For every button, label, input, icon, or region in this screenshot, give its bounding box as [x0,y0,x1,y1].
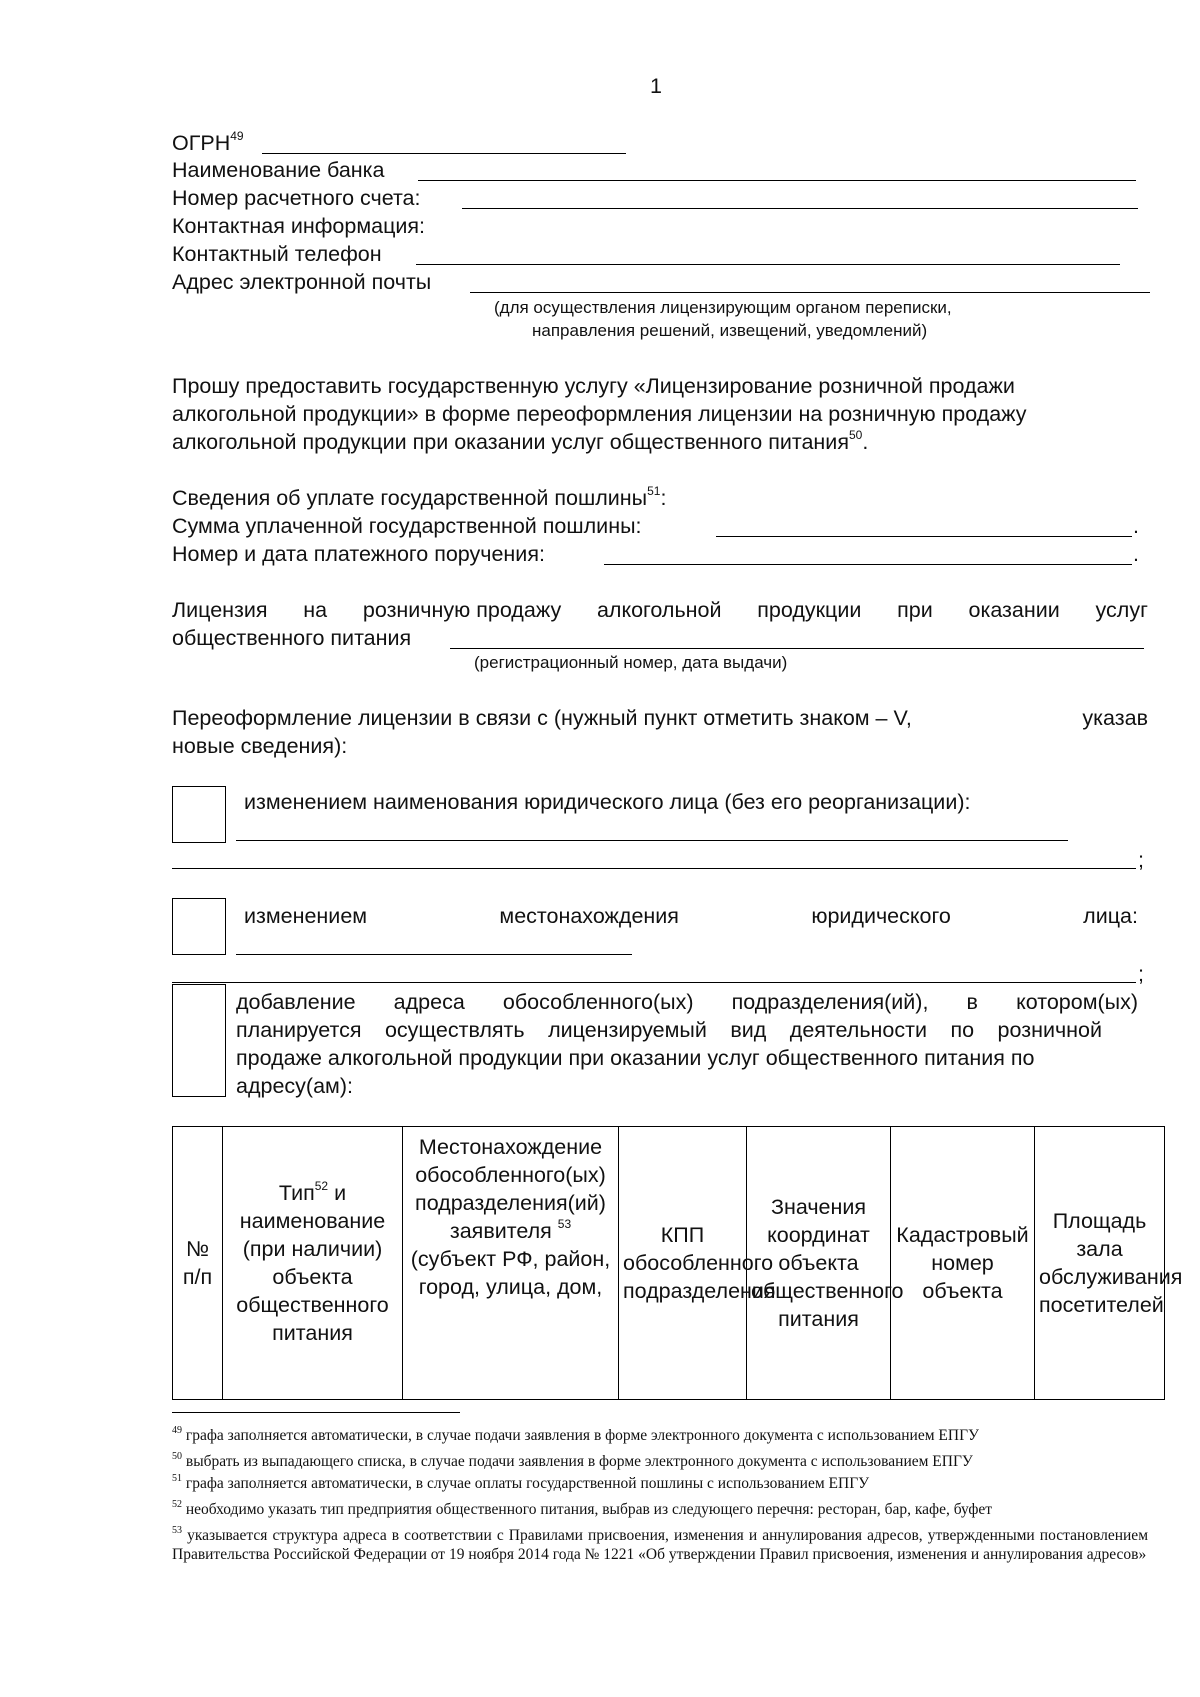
fee-sum-field[interactable] [716,536,1132,537]
fee-sum-period: . [1133,514,1139,538]
table-header-row [173,1127,1165,1400]
phone-field[interactable] [416,264,1120,265]
payment-order-label: Номер и дата платежного поручения: [172,542,545,566]
option-1-field-line-1[interactable] [236,840,1068,841]
bank-field[interactable] [418,180,1136,181]
option-3-line-3: продаже алкогольной продукции при оказании услуг общественного питания по [236,1046,1035,1070]
license-line-2-label: общественного питания [172,626,412,650]
footnote-50: $^{50}$ выбрать из выпадающего списка, в случае подачи заявления в форме электронного документа с использованием ЕПГУ [172,1450,973,1470]
email-note-line-2: направления решений, извещений, уведомлений) [532,321,928,340]
contact-label: Контактная информация: [172,214,426,238]
payment-order-field[interactable] [604,564,1132,565]
col-area-header: Площадь зала обслуживания посетителей [1035,1127,1165,1400]
footnote-53: $^{53}$ указывается структура адреса в соответствии с Правилами присвоения, изменения и аннулирования адресов, утвержденными постановлением Правительства Российской Федерации от 19 ноября 2014 года № 1221 «Об утверждении Правил присвоения, изменения и аннулирования адресов» [172,1524,1148,1563]
option-3-checkbox[interactable] [172,984,226,1097]
option-1-checkbox[interactable] [172,786,226,843]
fee-sum-label: Сумма уплаченной государственной пошлины: [172,514,642,538]
footnote-ref-51: 51 [647,483,661,498]
option-2-semicolon: ; [1138,962,1144,986]
option-3-line-4: адресу(ам): [236,1074,353,1098]
ogrn-label: ОГРН$^{49}$ [172,128,244,155]
ogrn-field[interactable] [262,153,626,154]
email-label: Адрес электронной почты [172,270,432,294]
option-1-text: изменением наименования юридического лица (без его реорганизации): [244,790,971,814]
option-3-line-2: планируется осуществлять лицензируемый вид деятельности по розничной [236,1018,1102,1042]
col-number-header: № п/п [173,1127,223,1400]
col-type-header: Тип$^{52}$ и наименование (при наличии) объекта общественного питания [223,1127,403,1400]
footnote-ref-49: 49 [230,128,244,143]
account-label: Номер расчетного счета: [172,186,421,210]
reissue-line-1: Переоформление лицензии в связи с (нужный пункт отметить знаком – V, указав [172,706,1148,730]
option-2-field-line-2[interactable] [172,982,1136,983]
footnote-ref-52: 52 [314,1178,329,1193]
payment-order-period: . [1133,542,1139,566]
footnote-ref-50: 50 [848,427,863,442]
footnote-51: $^{51}$ графа заполняется автоматически, в случае оплаты государственной пошлины с использованием ЕПГУ [172,1472,870,1492]
col-kpp-header: КПП обособленного подразделения [619,1127,747,1400]
option-2-checkbox[interactable] [172,898,226,955]
request-line-1: Прошу предоставить государственную услугу «Лицензирование розничной продажи [172,374,1015,398]
license-note: (регистрационный номер, дата выдачи) [474,653,788,672]
footnote-ref-53: 53 [557,1216,572,1231]
license-number-field[interactable] [450,648,1144,649]
email-note-line-1: (для осуществления лицензирующим органом переписки, [494,298,952,317]
request-line-3: алкогольной продукции при оказании услуг общественного питания$^{50}$. [172,427,869,454]
option-1-semicolon: ; [1138,848,1144,872]
reissue-line-2: новые сведения): [172,734,348,758]
bank-label: Наименование банка [172,158,385,182]
email-field[interactable] [470,292,1150,293]
fee-title: Сведения об уплате государственной пошлины$^{51}$: [172,483,667,510]
footnote-49: $^{49}$ графа заполняется автоматически, в случае подачи заявления в форме электронного документа с использованием ЕПГУ [172,1424,980,1444]
license-line-1: Лицензия на розничную продажу алкогольной продукции при оказании услуг [172,598,1148,622]
footnote-separator [172,1412,460,1413]
col-coords-header: Значения координат объекта общественного питания [747,1127,891,1400]
request-line-2: алкогольной продукции» в форме переоформления лицензии на розничную продажу [172,402,1027,426]
footnote-52: $^{52}$ необходимо указать тип предприятия общественного питания, выбрав из следующего перечня: ресторан, бар, кафе, буфет [172,1498,993,1518]
col-cadastral-header: Кадастровый номер объекта [891,1127,1035,1400]
phone-label: Контактный телефон [172,242,382,266]
option-2-text: изменением местонахождения юридического лица: [244,904,1138,928]
col-location-header: Местонахождение обособленного(ых) подразделения(ий) заявителя $^{53}$ (субъект РФ, район, город, улица, дом, [403,1127,619,1400]
addresses-table [172,1126,1183,1400]
option-1-field-line-2[interactable] [172,868,1136,869]
option-3-line-1: добавление адреса обособленного(ых) подразделения(ий), в котором(ых) [236,990,1138,1014]
account-field[interactable] [462,208,1138,209]
page-number: 1 [650,74,662,98]
option-2-field-line-1[interactable] [236,954,632,955]
